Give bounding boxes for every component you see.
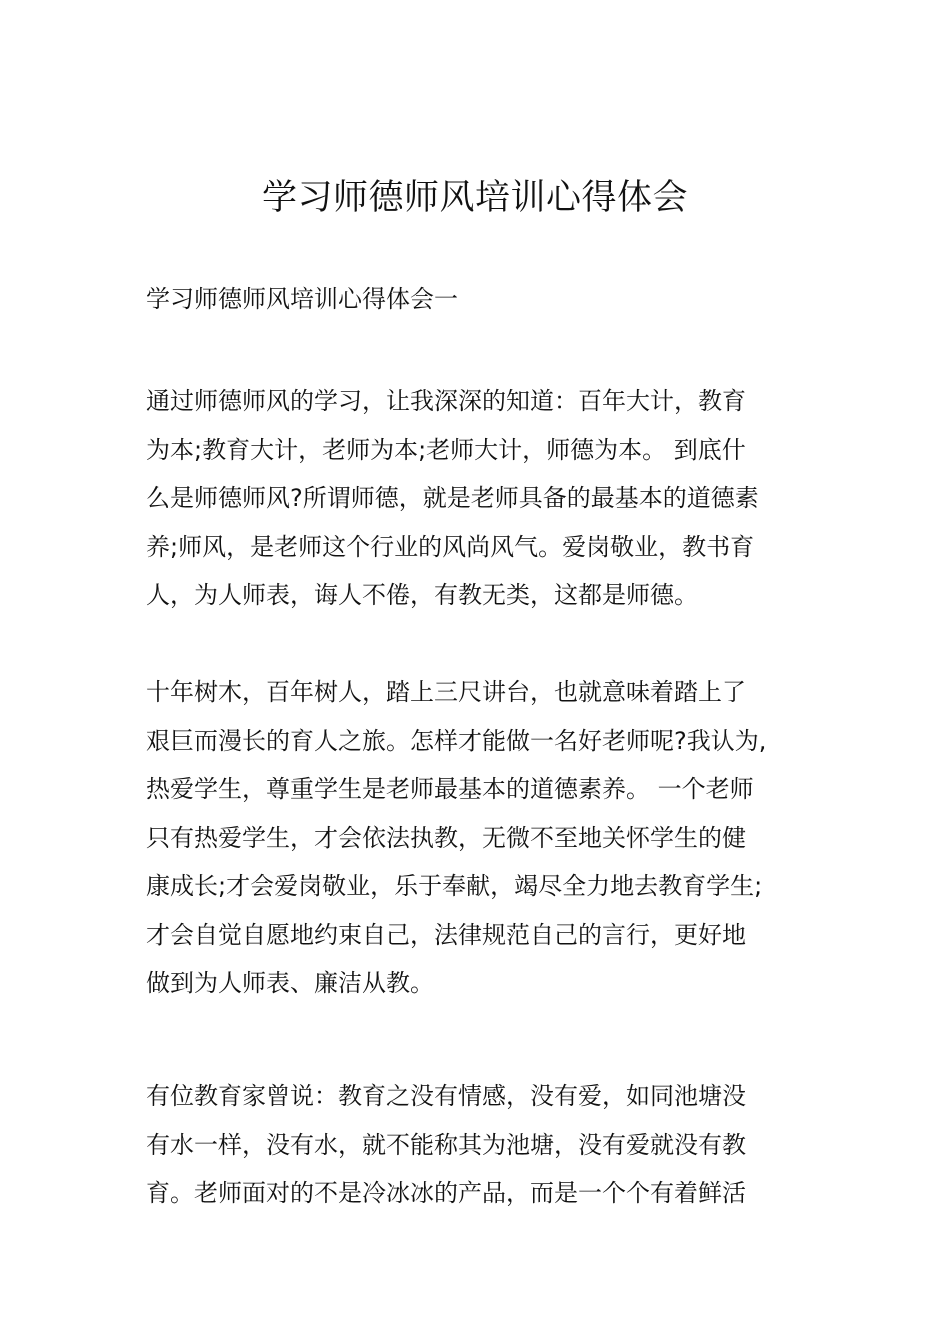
document-title: 学习师德师风培训心得体会 [261, 178, 688, 218]
text-line: 有水一样，没有水，就不能称其为池塘，没有爱就没有教 [146, 1130, 746, 1159]
text-line: 才会自觉自愿地约束自己，法律规范自己的言行，更好地 [146, 920, 746, 949]
paragraph-2 [146, 668, 826, 1008]
text-line: 只有热爱学生，才会依法执教，无微不至地关怀学生的健 [146, 823, 746, 852]
text-line: 人，为人师表，诲人不倦，有教无类，这都是师德。 [146, 581, 698, 609]
text-line: 康成长;才会爱岗敬业，乐于奉献，竭尽全力地去教育学生; [146, 872, 763, 900]
text-line: 养;师风，是老师这个行业的风尚风气。爱岗敬业，教书育 [146, 532, 755, 561]
text-line: 育。老师面对的不是冷冰冰的产品，而是一个个有着鲜活 [146, 1179, 746, 1207]
paragraph-3 [146, 1072, 826, 1218]
text-line: 么是师德师风?所谓师德，就是老师具备的最基本的道德素 [146, 484, 759, 512]
text-line: 有位教育家曾说：教育之没有情感，没有爱，如同池塘没 [146, 1082, 746, 1110]
text-line: 艰巨而漫长的育人之旅。怎样才能做一名好老师呢?我认为, [146, 726, 767, 755]
text-line: 热爱学生，尊重学生是老师最基本的道德素养。 一个老师 [146, 775, 754, 803]
text-line: 十年树木，百年树人，踏上三尺讲台，也就意味着踏上了 [146, 678, 746, 706]
text-line: 做到为人师表、廉洁从教。 [146, 969, 434, 997]
section-heading: 学习师德师风培训心得体会一 [146, 285, 458, 313]
text-line: 为本;教育大计，老师为本;老师大计，师德为本。 到底什 [146, 435, 746, 464]
text-line: 通过师德师风的学习，让我深深的知道：百年大计，教育 [146, 387, 746, 415]
paragraph-1 [146, 377, 826, 620]
